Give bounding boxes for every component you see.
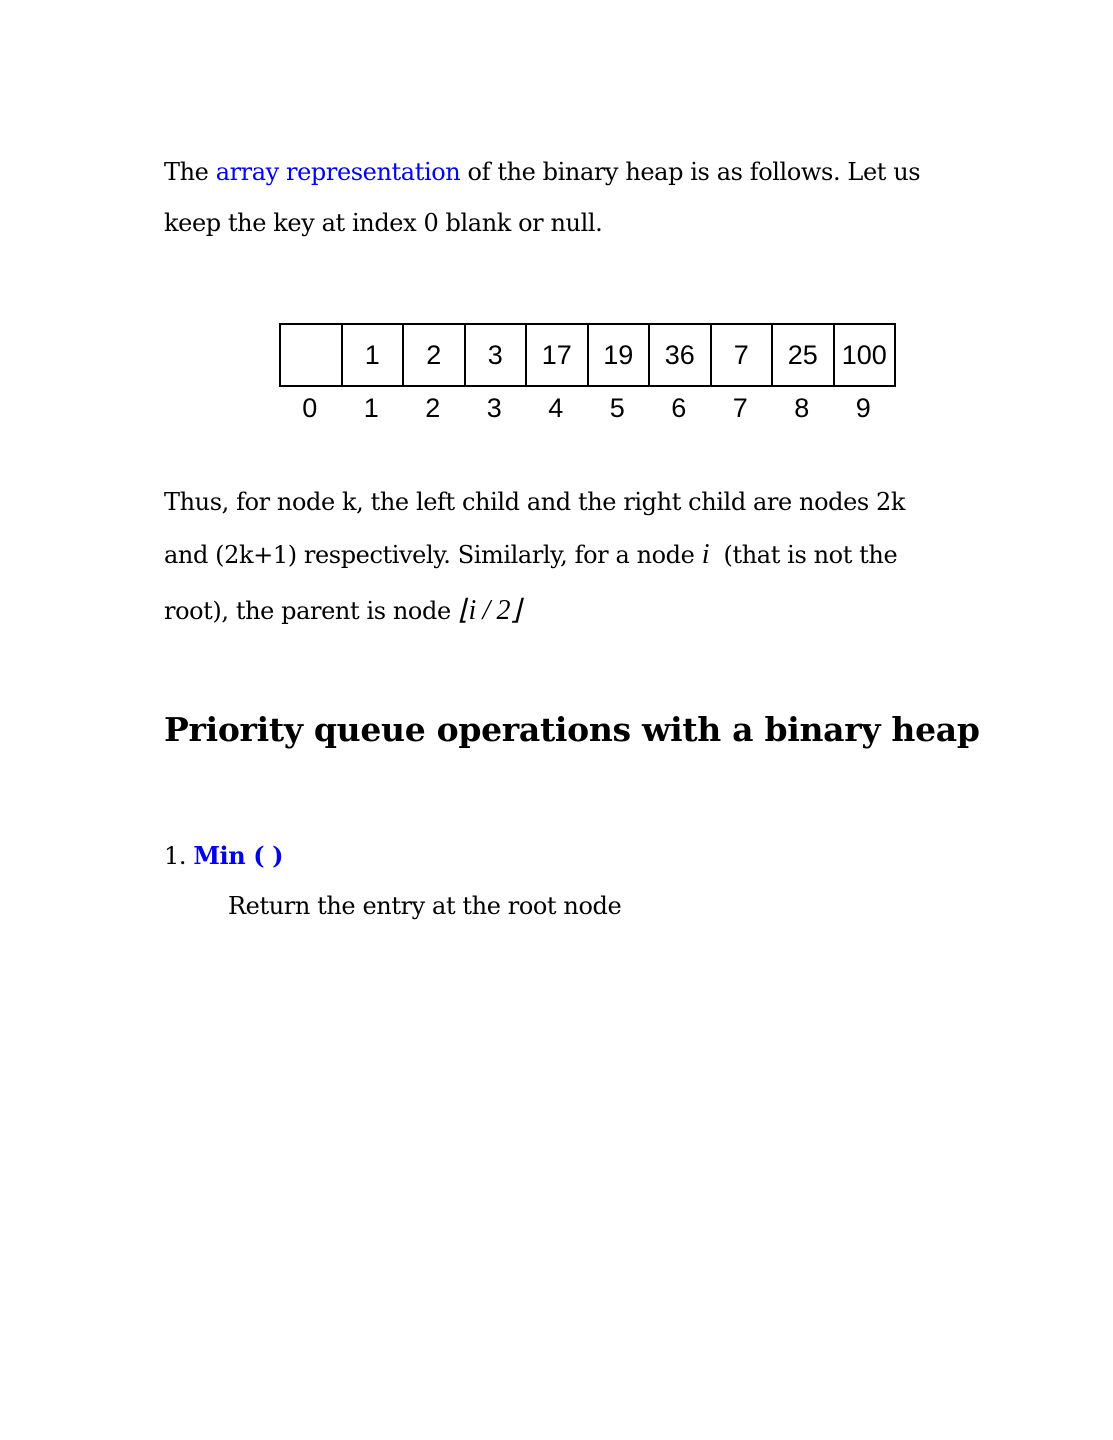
list-item — [164, 841, 283, 870]
text: (that is not the — [709, 541, 898, 569]
list-item-description: Return the entry at the root node — [228, 892, 622, 920]
array-cell: 7 — [712, 325, 774, 385]
array-index: 6 — [671, 393, 687, 423]
array-index: 2 — [425, 393, 441, 423]
paragraph-line: Thus, for node k, the left child and the right child are nodes 2k — [164, 488, 906, 516]
array-cell: 100 — [835, 325, 897, 385]
heap-array — [279, 323, 896, 387]
array-cell: 36 — [650, 325, 712, 385]
text: The — [164, 158, 216, 186]
array-index: 7 — [732, 393, 748, 423]
text: root), the parent is node — [164, 597, 458, 625]
array-cell: 1 — [343, 325, 405, 385]
section-heading: Priority queue operations with a binary heap — [164, 710, 980, 749]
array-cell: 25 — [773, 325, 835, 385]
array-index: 1 — [363, 393, 379, 423]
array-index: 8 — [794, 393, 810, 423]
floor-formula: ⌊i / 2⌋ — [457, 595, 521, 626]
array-index: 5 — [609, 393, 625, 423]
array-cell: 17 — [527, 325, 589, 385]
paragraph-line: keep the key at index 0 blank or null. — [164, 209, 603, 237]
paragraph-line — [164, 539, 897, 571]
text: of the binary heap is as follows. Let us — [460, 158, 921, 186]
array-representation-link[interactable]: array representation — [215, 158, 461, 186]
array-indices — [279, 393, 894, 424]
array-cell: 3 — [466, 325, 528, 385]
min-operation-title: Min ( ) — [193, 841, 284, 870]
array-index: 3 — [486, 393, 502, 423]
array-cell: 2 — [404, 325, 466, 385]
array-index: 0 — [302, 393, 318, 423]
array-index: 9 — [855, 393, 871, 423]
paragraph-line — [164, 593, 521, 627]
array-cell: 19 — [589, 325, 651, 385]
array-cell — [281, 325, 343, 385]
math-variable: i — [701, 539, 710, 570]
paragraph-line — [164, 158, 920, 186]
array-index: 4 — [548, 393, 564, 423]
list-number: 1. — [164, 842, 194, 870]
text: and (2k+1) respectively. Similarly, for a node — [164, 541, 702, 569]
